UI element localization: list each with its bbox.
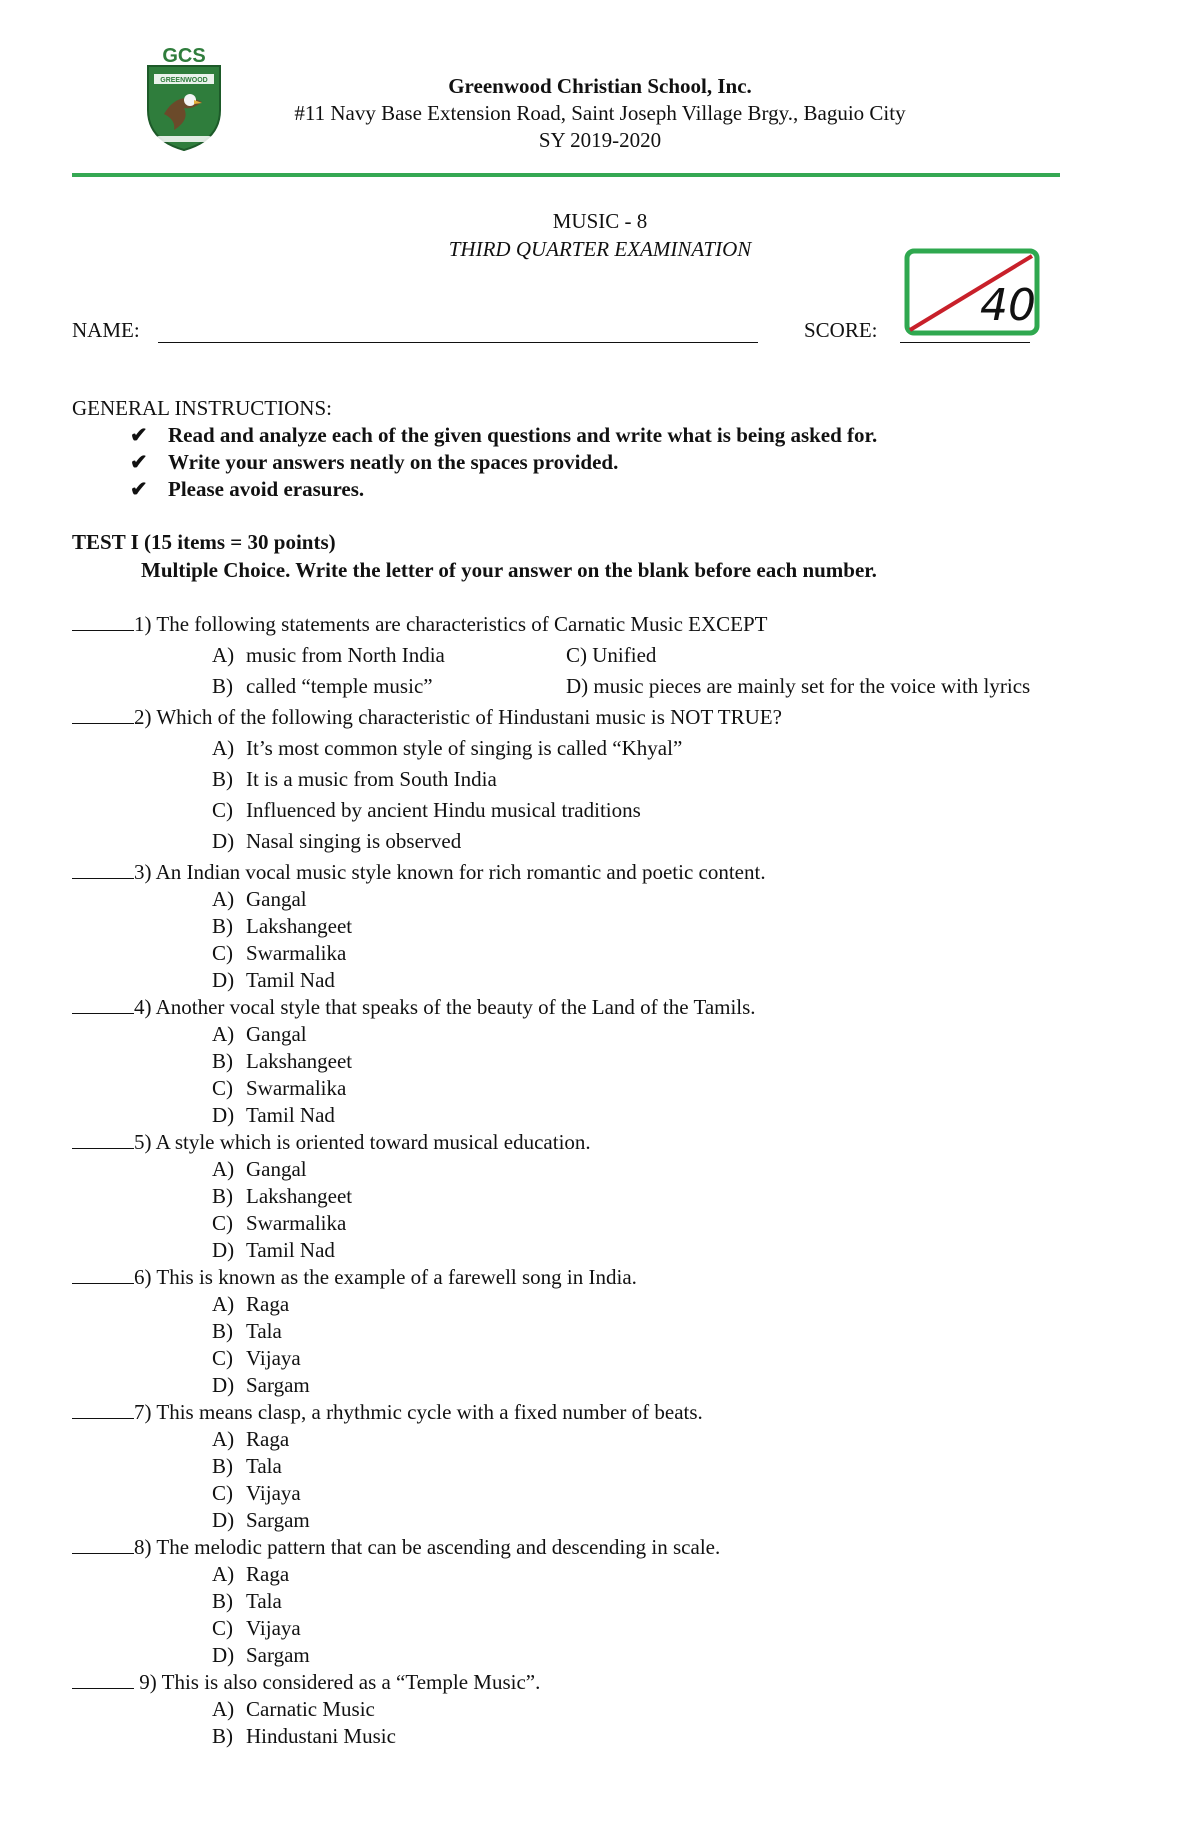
option: D) Tamil Nad <box>212 1238 335 1262</box>
option: B) Lakshangeet <box>212 1184 353 1208</box>
instruction-item: ✔ Read and analyze each of the given questions and write what is being asked for. <box>130 423 878 447</box>
question-6: 6) This is known as the example of a farewell song in India. <box>72 1265 637 1290</box>
exam-subject: MUSIC - 8 <box>552 209 648 233</box>
option: A) Gangal <box>212 1022 307 1046</box>
option: C) Vijaya <box>212 1481 301 1505</box>
logo-subtext: GREENWOOD <box>160 77 208 84</box>
answer-blank[interactable] <box>72 705 134 724</box>
checkmark-icon: ✔ <box>130 423 148 447</box>
score-label: SCORE: <box>804 318 878 342</box>
school-name: Greenwood Christian School, Inc. <box>448 74 752 98</box>
test1-heading: TEST I (15 items = 30 points) <box>72 530 336 554</box>
answer-blank[interactable] <box>72 1535 134 1554</box>
answer-blank[interactable] <box>72 1130 134 1149</box>
question-1: 1) The following statements are characteristics of Carnatic Music EXCEPT <box>72 612 768 637</box>
answer-blank[interactable] <box>72 612 134 631</box>
option: C) Vijaya <box>212 1616 301 1640</box>
option: C) Swarmalika <box>212 941 347 965</box>
option: B) Tala <box>212 1319 282 1343</box>
option: B) Lakshangeet <box>212 1049 353 1073</box>
option: C) Vijaya <box>212 1346 301 1370</box>
school-year: SY 2019-2020 <box>538 128 662 152</box>
question-9: 9) This is also considered as a “Temple Music”. <box>72 1670 540 1695</box>
option: B) Hindustani Music <box>212 1724 396 1748</box>
question-3: 3) An Indian vocal music style known for rich romantic and poetic content. <box>72 860 766 885</box>
option: D) music pieces are mainly set for the voice with lyrics <box>566 674 1031 698</box>
answer-blank[interactable] <box>72 1265 134 1284</box>
option: A) Carnatic Music <box>212 1697 375 1721</box>
option: D) Sargam <box>212 1643 310 1667</box>
option: B) Lakshangeet <box>212 914 353 938</box>
option: B) called “temple music” <box>212 674 433 698</box>
option: D) Sargam <box>212 1373 310 1397</box>
question-2: 2) Which of the following characteristic of Hindustani music is NOT TRUE? <box>72 705 782 730</box>
checkmark-icon: ✔ <box>130 450 148 474</box>
option: B) It is a music from South India <box>212 767 497 791</box>
option: B) Tala <box>212 1589 282 1613</box>
instruction-item: ✔ Write your answers neatly on the spaces provided. <box>130 450 619 474</box>
header-divider <box>72 173 1060 177</box>
answer-blank[interactable] <box>72 1400 134 1419</box>
option: C) Unified <box>566 643 657 667</box>
option: A) Raga <box>212 1292 290 1316</box>
question-4: 4) Another vocal style that speaks of the beauty of the Land of the Tamils. <box>72 995 756 1020</box>
name-field[interactable] <box>158 342 758 343</box>
option: D) Sargam <box>212 1508 310 1532</box>
score-field[interactable] <box>900 342 1030 343</box>
instruction-item: ✔ Please avoid erasures. <box>130 477 365 501</box>
score-box <box>904 248 1040 336</box>
logo-text: GCS <box>162 45 206 67</box>
option: C) Swarmalika <box>212 1076 347 1100</box>
option: C) Influenced by ancient Hindu musical traditions <box>212 798 641 822</box>
school-address: #11 Navy Base Extension Road, Saint Joseph Village Brgy., Baguio City <box>294 101 906 125</box>
answer-blank[interactable] <box>72 1670 134 1689</box>
question-7: 7) This means clasp, a rhythmic cycle with a fixed number of beats. <box>72 1400 703 1425</box>
option: A) Gangal <box>212 887 307 911</box>
option: B) Tala <box>212 1454 282 1478</box>
checkmark-icon: ✔ <box>130 477 148 501</box>
option: A) Raga <box>212 1562 290 1586</box>
instructions-heading: GENERAL INSTRUCTIONS: <box>72 396 332 420</box>
test1-direction: Multiple Choice. Write the letter of your answer on the blank before each number. <box>141 558 877 582</box>
option: D) Nasal singing is observed <box>212 829 462 853</box>
option: D) Tamil Nad <box>212 1103 335 1127</box>
name-label: NAME: <box>72 318 140 342</box>
option: D) Tamil Nad <box>212 968 335 992</box>
option: A) music from North India <box>212 643 445 667</box>
score-total: 40 <box>980 280 1036 331</box>
option: A) Gangal <box>212 1157 307 1181</box>
answer-blank[interactable] <box>72 860 134 879</box>
exam-title: THIRD QUARTER EXAMINATION <box>448 237 752 261</box>
question-5: 5) A style which is oriented toward musical education. <box>72 1130 591 1155</box>
option: A) Raga <box>212 1427 290 1451</box>
answer-blank[interactable] <box>72 995 134 1014</box>
option: C) Swarmalika <box>212 1211 347 1235</box>
option: A) It’s most common style of singing is called “Khyal” <box>212 736 683 760</box>
question-8: 8) The melodic pattern that can be ascending and descending in scale. <box>72 1535 720 1560</box>
